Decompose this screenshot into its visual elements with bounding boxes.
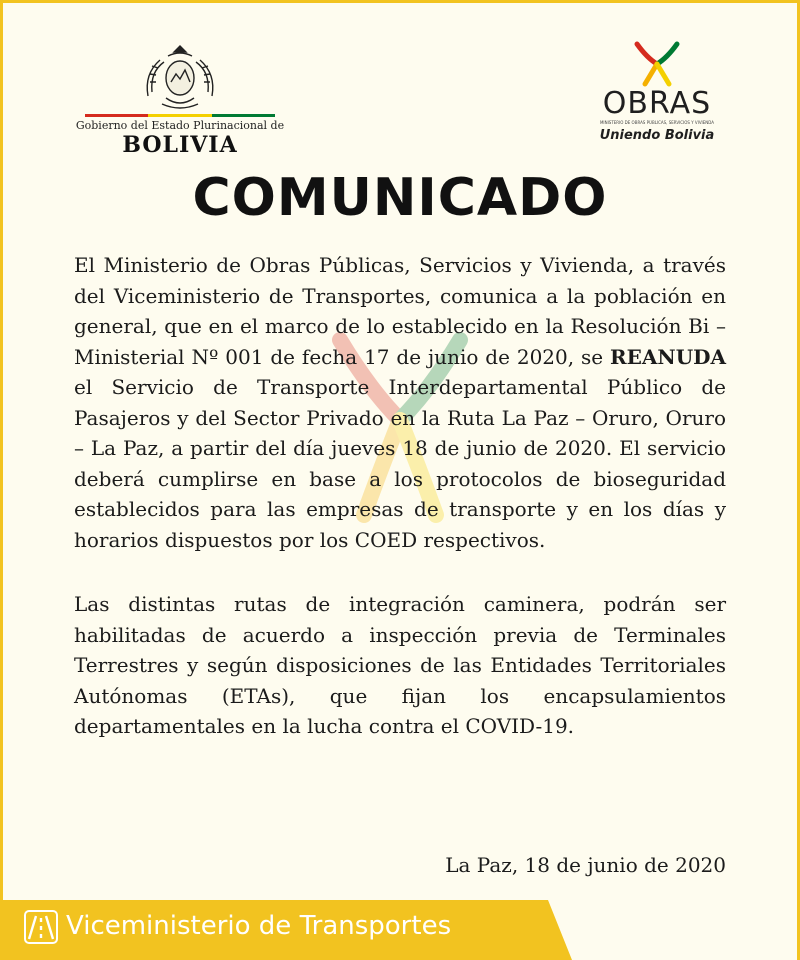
paragraph-2: Las distintas rutas de integración caminera, podrán ser habilitadas de acuerdo a inspección previa de Terminales Terrestres y según disposiciones de las Entidades Territoriales Autónomas (ETAs), que fijan los encapsulamientos departamentales en la lucha contra el COVID-19. <box>74 592 726 738</box>
road-icon <box>24 910 58 944</box>
emphasis-reanuda: REANUDA <box>610 344 726 369</box>
government-line: Gobierno del Estado Plurinacional de <box>75 119 285 132</box>
date-line: La Paz, 18 de junio de 2020 <box>445 853 726 877</box>
obras-fine-print: MINISTERIO DE OBRAS PÚBLICAS, SERVICIOS Y VIVIENDA <box>599 120 715 125</box>
footer-band <box>0 900 800 960</box>
country-name: BOLIVIA <box>122 132 238 158</box>
obras-logo <box>592 40 722 143</box>
obras-tagline: Uniendo Bolivia <box>599 128 715 143</box>
paragraph-1 <box>74 250 726 555</box>
footer-label: Viceministerio de Transportes <box>66 911 452 941</box>
paragraph-1-end: el Servicio de Transporte Interdepartamental Público de Pasajeros y del Sector Privado en la Ruta La Paz – Oruro, Oruro – La Paz, a partir del día jueves 18 de junio de 2020. El servicio deberá cumplirse en base a los protocolos de bioseguridad establecidos para las empresas de transporte y en los días y horarios dispuestos por los COED respectivos. <box>74 375 726 552</box>
flag-stripe <box>85 114 275 117</box>
communique-body <box>74 250 726 742</box>
coat-of-arms-icon <box>138 42 222 112</box>
obras-wordmark: OBRAS <box>602 86 712 121</box>
paragraph-1-start: El Ministerio de Obras Públicas, Servicios y Vivienda, a través del Viceministerio de Transportes, comunica a la población en general, que en el marco de lo establecido en la Resolución Bi – Ministerial Nº 001 de fecha 17 de junio de 2020, se <box>74 253 726 369</box>
obras-emblem-icon <box>627 40 687 88</box>
bolivia-government-logo <box>70 42 290 158</box>
page-title: COMUNICADO <box>192 168 608 228</box>
